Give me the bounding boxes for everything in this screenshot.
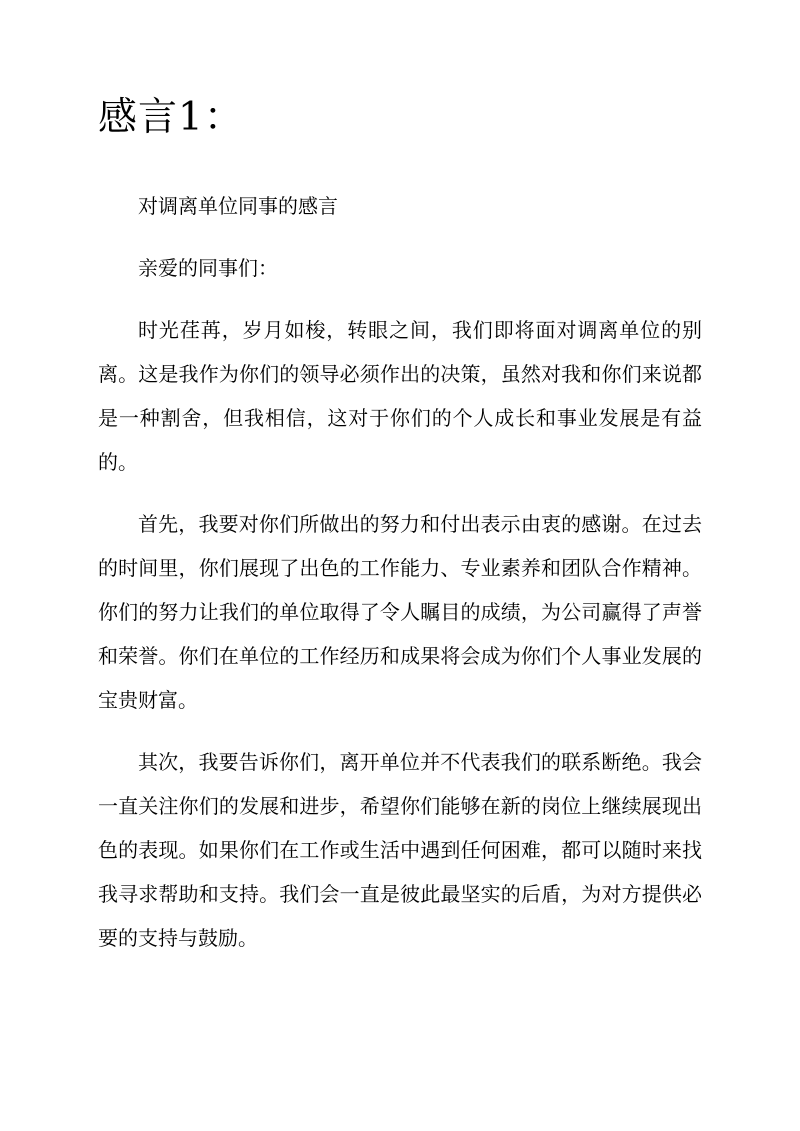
- salutation: 亲爱的同事们：: [138, 256, 278, 280]
- paragraph-3: 其次，我要告诉你们，离开单位并不代表我们的联系断绝。我会一直关注你们的发展和进步，希望你们能够在新的岗位上继续展现出色的表现。如果你们在工作或生活中遇到任何困难，都可以随时来找我寻求帮助和支持。我们会一直是彼此最坚实的后盾，为对方提供必要的支持与鼓励。: [98, 750, 702, 950]
- page-title: 感言1：: [98, 95, 244, 140]
- paragraph-1: 时光荏苒，岁月如梭，转眼之间，我们即将面对调离单位的别离。这是我作为你们的领导必须作出的决策，虽然对我和你们来说都是一种割舍，但我相信，这对于你们的个人成长和事业发展是有益的。: [98, 318, 702, 474]
- paragraph-2: 首先，我要对你们所做出的努力和付出表示由衷的感谢。在过去的时间里，你们展现了出色的工作能力、专业素养和团队合作精神。你们的努力让我们的单位取得了令人瞩目的成绩，为公司赢得了声誉和荣誉。你们在单位的工作经历和成果将会成为你们个人事业发展的宝贵财富。: [98, 512, 702, 712]
- document-subtitle: 对调离单位同事的感言: [138, 194, 338, 218]
- document-body: [98, 184, 702, 978]
